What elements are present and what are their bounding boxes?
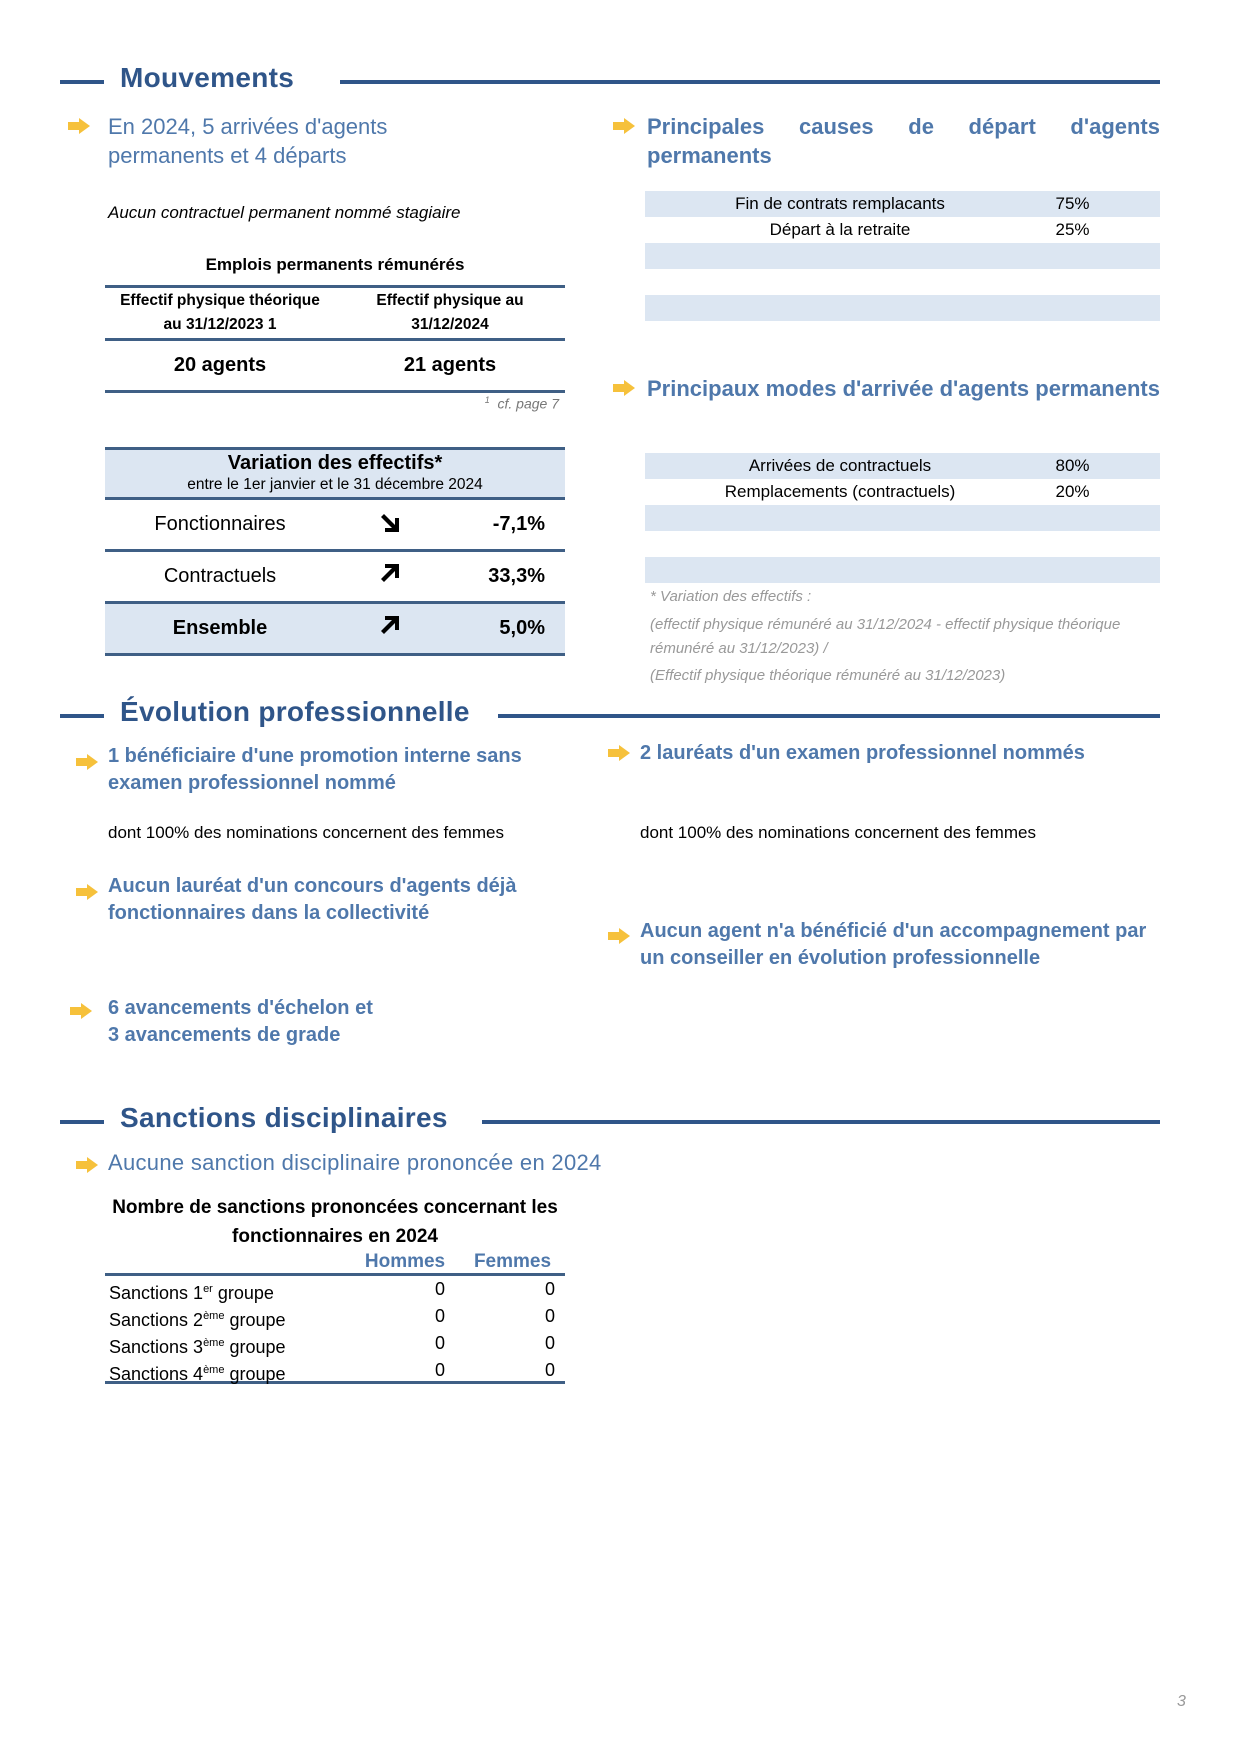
sanction-group-label: Sanctions 2ème groupe [109, 1310, 286, 1330]
table-row [105, 1303, 565, 1330]
table-row: Départ à la retraite 25% [769, 220, 1090, 239]
table-row [105, 1357, 565, 1384]
variation-label: Ensemble [172, 617, 268, 639]
sanctions-table-title: Nombre de sanctions prononcées concernant les fonctionnaires en 2024 [112, 1197, 558, 1247]
effectif-2024-value: 21 agents [403, 354, 497, 376]
arrow-right-icon [76, 754, 98, 770]
arrow-right-icon [76, 1157, 98, 1173]
table-row: Arrivées de contractuels 80% [645, 453, 1160, 479]
col-header-2024: Effectif physique au 31/12/2024 [376, 292, 524, 333]
exam-laureates-bullet: 2 lauréats d'un examen professionnel nommés [640, 742, 1085, 764]
table-row [645, 243, 1160, 269]
variation-title: Variation des effectifs* [227, 452, 443, 474]
col-header-2023: Effectif physique théorique au 31/12/2023 1 [120, 292, 320, 333]
variation-formula-numerator: (effectif physique rémunéré au 31/12/2024 - effectif physique théorique rémunéré au 31/12/2023) / [650, 616, 1121, 657]
variation-row [105, 500, 565, 552]
arrow-right-icon [613, 380, 635, 396]
heading-rule-right [340, 80, 1160, 84]
heading-rule-left [60, 80, 104, 84]
table-row: Fin de contrats remplacants 75% [645, 191, 1160, 217]
col-header-femmes: Femmes [473, 1251, 552, 1272]
variation-row [105, 552, 565, 604]
col-header-hommes: Hommes [364, 1251, 446, 1272]
conseiller-bullet: Aucun agent n'a bénéficié d'un accompagnement par un conseiller en évolution professionnelle [640, 920, 1147, 969]
headline-departure-causes: Principales causes de départ d'agents permanents [647, 114, 1160, 168]
sanctions-headline: Aucune sanction disciplinaire prononcée en 2024 [108, 1150, 602, 1175]
arrow-right-icon [76, 884, 98, 900]
variation-value: 33,3% [488, 565, 545, 587]
arrow-down-right-icon [335, 512, 445, 538]
arrival-modes-table [645, 453, 1160, 583]
sanction-group-label: Sanctions 3ème groupe [109, 1337, 286, 1357]
sanctions-table [105, 1193, 565, 1384]
table-row [645, 269, 1160, 295]
section-heading-evolution [60, 696, 1160, 732]
variation-formula-title: * Variation des effectifs : [650, 588, 812, 605]
effectif-2023-value: 20 agents [173, 354, 267, 376]
table-row [645, 505, 1160, 531]
variation-table [105, 447, 565, 656]
heading-rule-right [498, 714, 1160, 718]
hommes-count: 0 [434, 1279, 445, 1299]
arrow-right-icon [68, 118, 90, 134]
femmes-count: 0 [544, 1279, 555, 1299]
variation-subtitle: entre le 1er janvier et le 31 décembre 2024 [187, 476, 483, 493]
section-title: Évolution professionnelle [120, 696, 470, 727]
hommes-count: 0 [434, 1306, 445, 1326]
variation-formula-denominator: (Effectif physique théorique rémunéré au 31/12/2023) [650, 667, 1006, 684]
variation-label: Contractuels [163, 565, 277, 587]
exam-laureates-note: dont 100% des nominations concernent des femmes [640, 823, 1036, 842]
headline-arrival-modes: Principaux modes d'arrivée d'agents permanents [647, 376, 1160, 401]
effectif-values [105, 341, 565, 393]
arrow-right-icon [613, 118, 635, 134]
section-heading-sanctions [60, 1102, 1160, 1138]
departure-causes-table [645, 191, 1160, 321]
arrow-right-icon [608, 745, 630, 761]
variation-row-total [105, 604, 565, 656]
effectif-footnote: $^1$ cf. page 7 [484, 395, 559, 412]
sanction-group-label: Sanctions 1er groupe [109, 1283, 274, 1303]
arrow-right-icon [608, 928, 630, 944]
effectif-header [105, 285, 565, 341]
table-row [645, 531, 1160, 557]
section-title: Sanctions disciplinaires [120, 1102, 448, 1133]
table-row [105, 1330, 565, 1357]
variation-value: -7,1% [492, 513, 545, 535]
femmes-count: 0 [544, 1333, 555, 1353]
effectif-title: Emplois permanents rémunérés [205, 255, 465, 274]
concours-bullet: Aucun lauréat d'un concours d'agents déjà fonctionnaires dans la collectivité [108, 875, 517, 924]
page-number: 3 [1177, 1693, 1186, 1710]
heading-rule-right [482, 1120, 1160, 1124]
headline-arrivals-departures: En 2024, 5 arrivées d'agents permanents et 4 départs [108, 114, 388, 168]
internal-promotion-note: dont 100% des nominations concernent des femmes [108, 823, 504, 842]
variation-label: Fonctionnaires [154, 513, 286, 535]
table-row [105, 1276, 565, 1303]
table-row [645, 295, 1160, 321]
internal-promotion-bullet: 1 bénéficiaire d'une promotion interne sans examen professionnel nommé [108, 745, 522, 794]
effectif-table [105, 255, 565, 412]
arrow-up-right-icon [335, 564, 445, 590]
variation-value: 5,0% [499, 617, 545, 639]
heading-rule-left [60, 714, 104, 718]
arrow-right-icon [70, 1003, 92, 1019]
sanctions-table-header [105, 1251, 565, 1276]
arrow-up-right-icon [335, 616, 445, 642]
hommes-count: 0 [434, 1360, 445, 1380]
section-heading-mouvements [60, 62, 1160, 98]
stagiaire-note: Aucun contractuel permanent nommé stagiaire [108, 203, 461, 222]
section-title: Mouvements [120, 62, 295, 93]
femmes-count: 0 [544, 1360, 555, 1380]
table-row [645, 557, 1160, 583]
femmes-count: 0 [544, 1306, 555, 1326]
heading-rule-left [60, 1120, 104, 1124]
table-row: Remplacements (contractuels) 20% [724, 482, 1090, 501]
variation-header [105, 447, 565, 500]
sanction-group-label: Sanctions 4ème groupe [109, 1364, 286, 1384]
advancements-bullet: 6 avancements d'échelon et 3 avancements de grade [108, 997, 373, 1046]
hommes-count: 0 [434, 1333, 445, 1353]
